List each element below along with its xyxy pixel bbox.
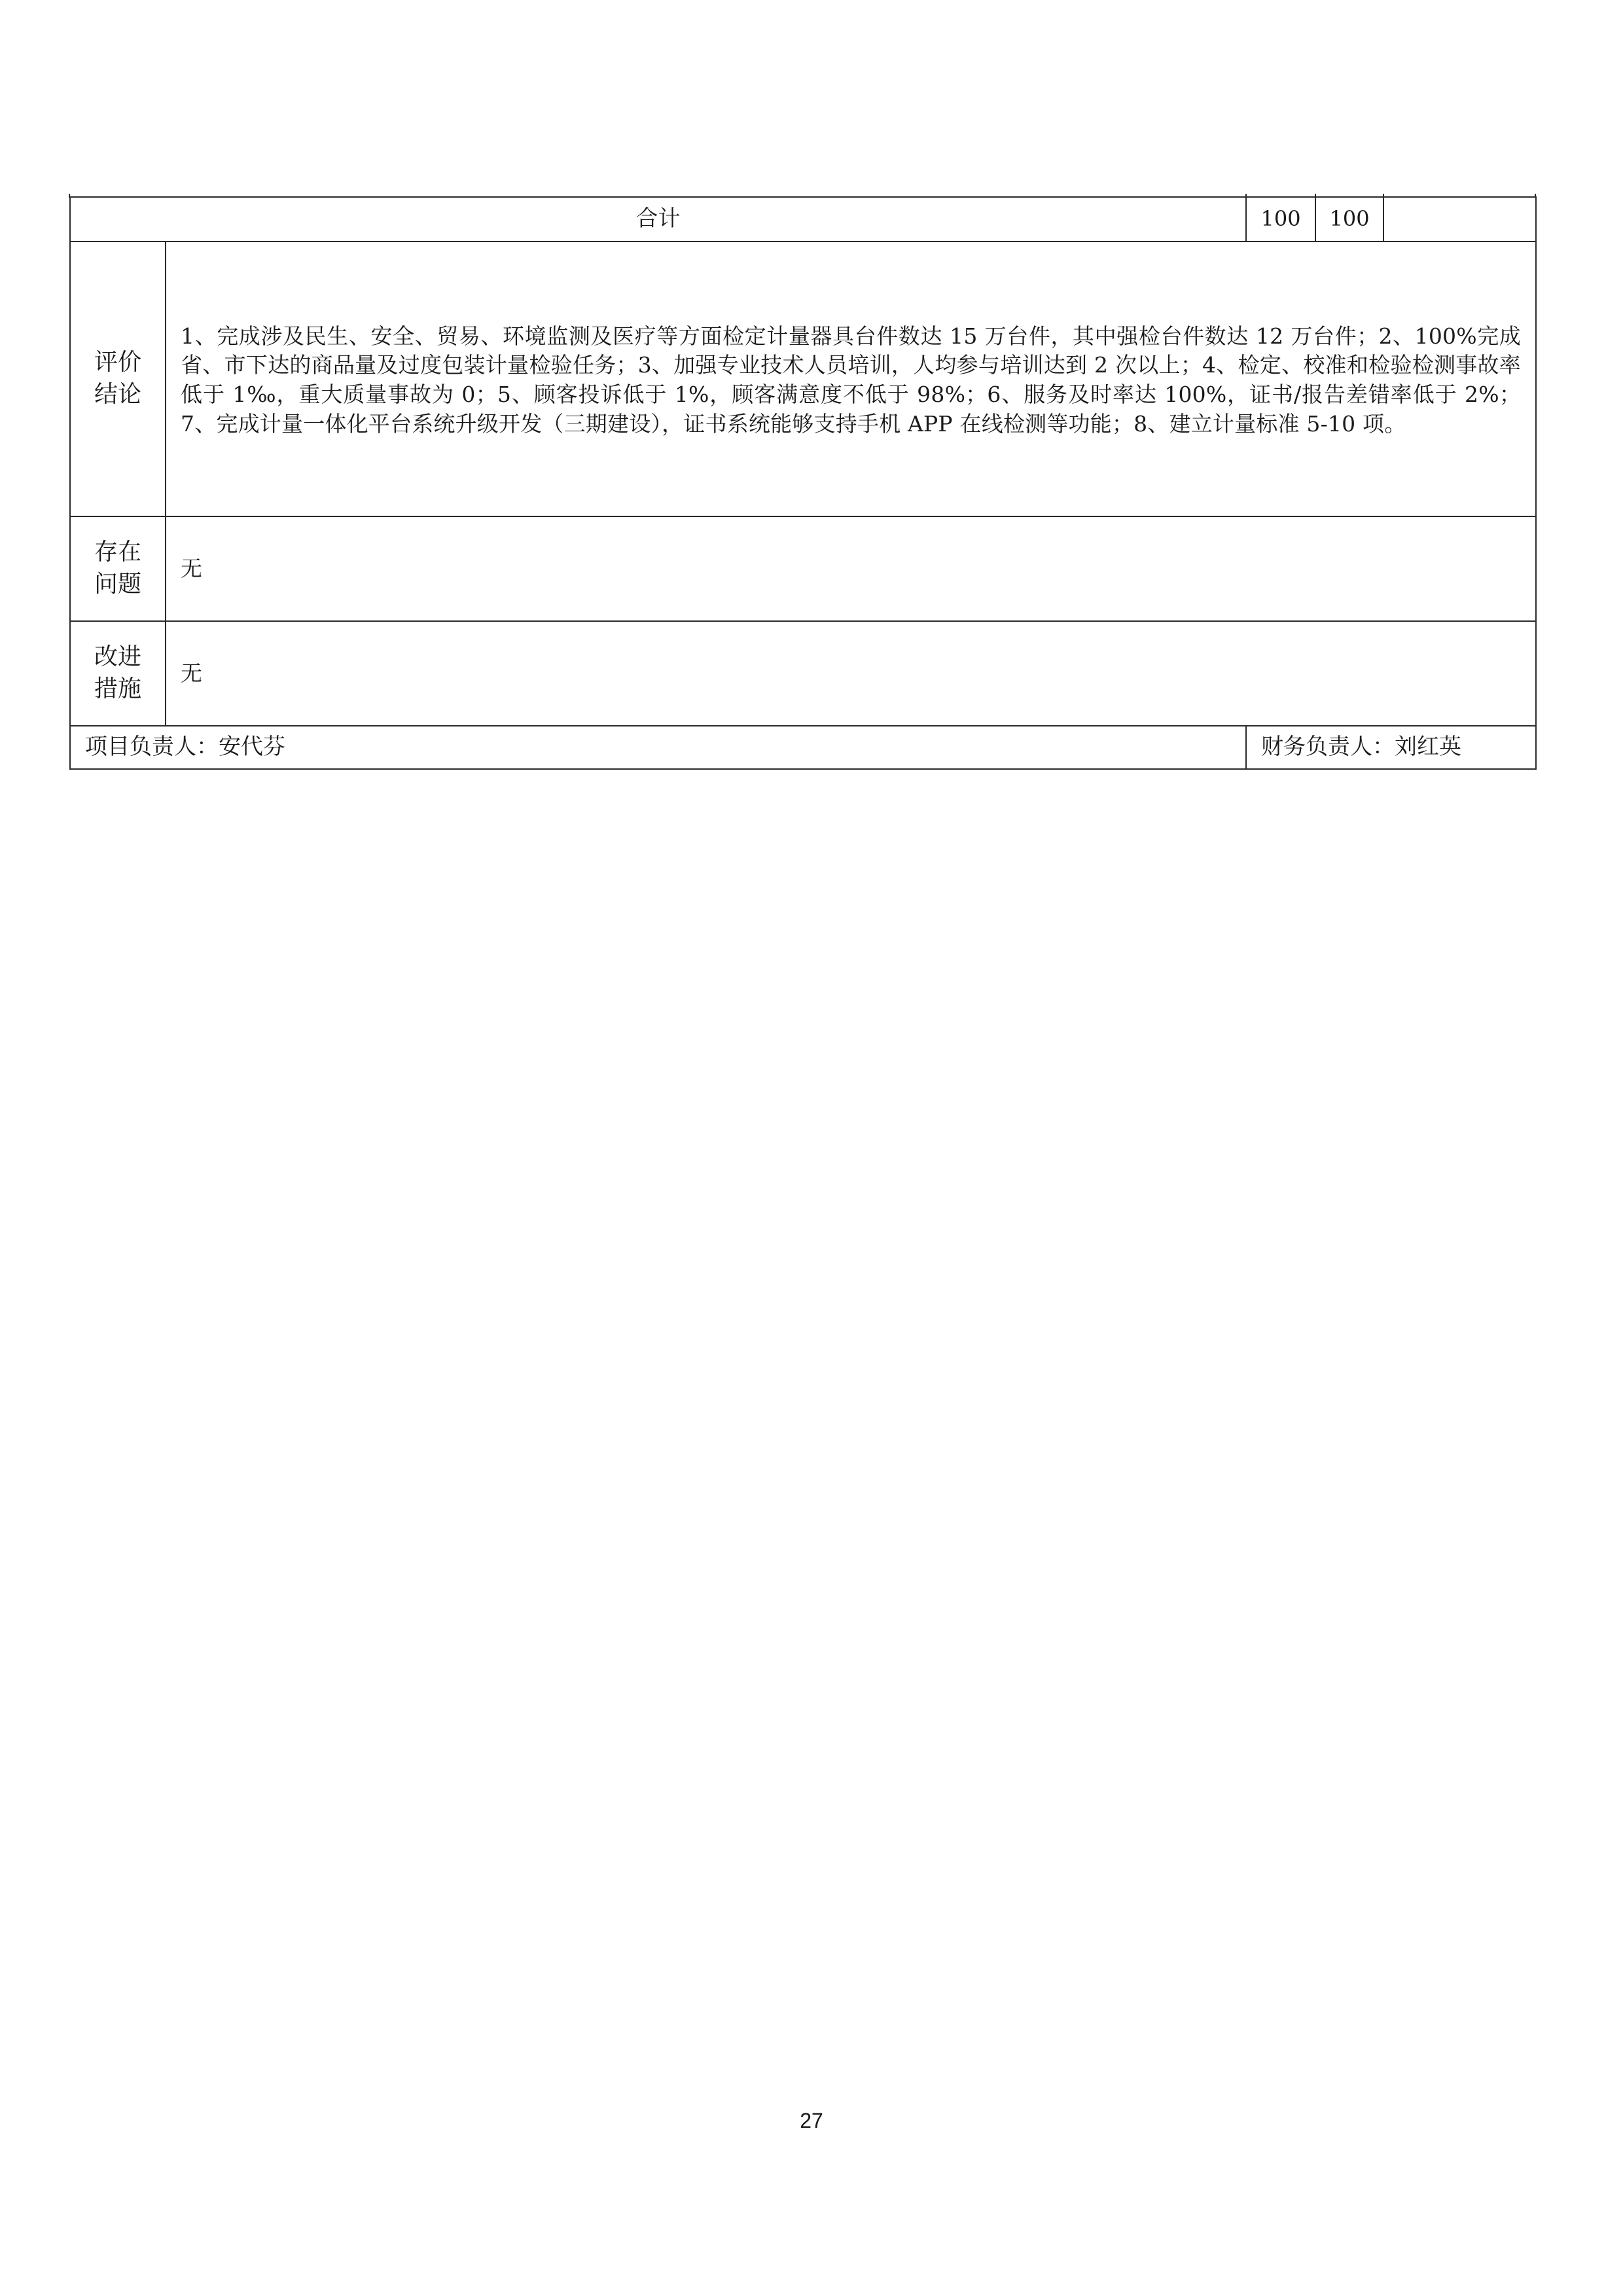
total-label: 合计 [70, 197, 1246, 242]
total-score-b: 100 [1315, 197, 1383, 242]
conclusion-label-line2: 结论 [94, 381, 141, 408]
top-tick-score-c [1383, 194, 1384, 198]
total-score-c [1383, 197, 1536, 242]
problems-row [70, 516, 1536, 621]
finance-lead-signature: 财务负责人：刘红英 [1246, 726, 1536, 769]
conclusion-content [166, 242, 1536, 516]
total-score-a: 100 [1246, 197, 1315, 242]
top-tick-score-b [1315, 194, 1316, 198]
improvements-row [70, 621, 1536, 726]
conclusion-row [70, 242, 1536, 516]
top-tick-right [1535, 194, 1536, 198]
problems-label [70, 516, 166, 621]
problems-content: 无 [166, 516, 1536, 621]
improvements-content: 无 [166, 621, 1536, 726]
project-lead-signature: 项目负责人：安代芬 [70, 726, 1246, 769]
signature-row [70, 726, 1536, 769]
problems-label-line2: 问题 [94, 571, 141, 598]
page-number: 27 [800, 2109, 823, 2132]
evaluation-table [69, 196, 1537, 770]
total-row [70, 197, 1536, 242]
improvements-label-line2: 措施 [94, 675, 141, 702]
conclusion-label-line1: 评价 [94, 349, 141, 376]
improvements-label [70, 621, 166, 726]
top-tick-left [69, 194, 70, 198]
conclusion-text: 1、完成涉及民生、安全、贸易、环境监测及医疗等方面检定计量器具台件数达 15 万台件，其中强检台件数达 12 万台件；2、100%完成省、市下达的商品量及过度包装计量检验任务；3、加强专业技术人员培训，人均参与培训达到 2 次以上；4、检定、校准和检验检测事故率低于 1‰，重大质量事故为 0；5、顾客投诉低于 1%，顾客满意度不低于 98%；6、服务及时率达 100%，证书/报告差错率低于 2%；7、完成计量一体化平台系统升级开发（三期建设），证书系统能够支持手机 APP 在线检测等功能；8、建立计量标准 5-10 项。 [181, 323, 1522, 437]
top-tick-score-a [1245, 194, 1247, 198]
improvements-label-line1: 改进 [94, 643, 141, 671]
problems-label-line1: 存在 [94, 539, 141, 566]
conclusion-label [70, 242, 166, 516]
